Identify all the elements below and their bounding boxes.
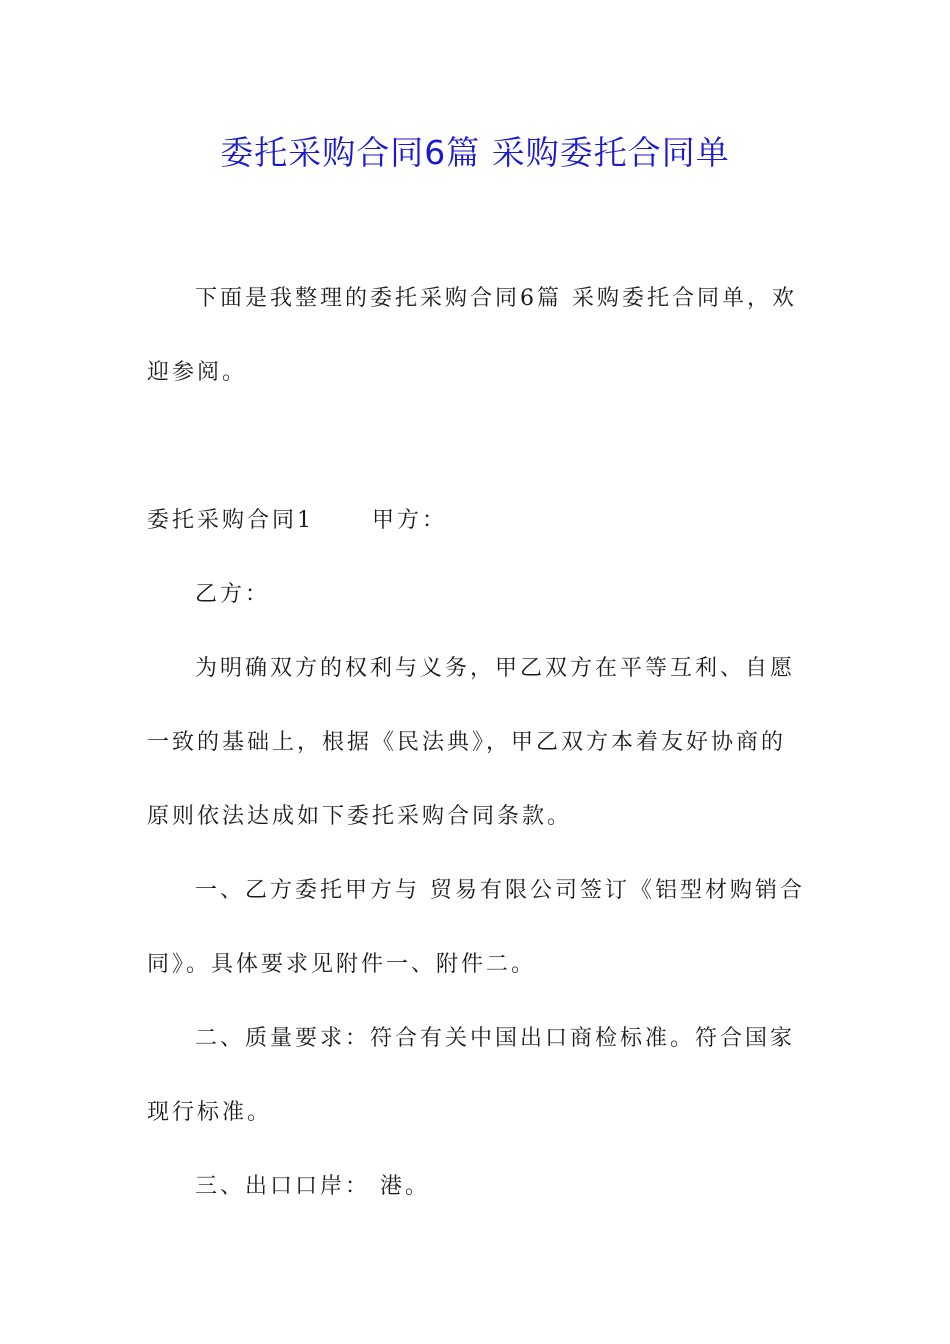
clause-2: 二、质量要求：符合有关中国出口商检标准。符合国家现行标准。 bbox=[147, 1026, 796, 1125]
section-heading-line bbox=[147, 484, 807, 558]
document-body bbox=[147, 262, 807, 1224]
purpose-paragraph: 为明确双方的权利与义务，甲乙双方在平等互利、自愿一致的基础上，根据《民法典》，甲乙双方本着友好协商的原则依法达成如下委托采购合同条款。 bbox=[147, 656, 796, 829]
clause-3: 三、出口口岸： 港。 bbox=[195, 1174, 430, 1199]
intro-paragraph: 下面是我整理的委托采购合同6篇 采购委托合同单，欢迎参阅。 bbox=[147, 286, 797, 385]
section-spacer bbox=[147, 410, 807, 484]
document-title: 委托采购合同6篇 采购委托合同单 bbox=[220, 133, 730, 172]
party-b-label: 乙方： bbox=[195, 582, 271, 607]
section-heading: 委托采购合同1 bbox=[147, 508, 314, 533]
clause-1: 一、乙方委托甲方与 贸易有限公司签订《铝型材购销合同》。具体要求见附件一、附件二。 bbox=[147, 878, 805, 977]
party-a-label: 甲方： bbox=[372, 508, 448, 533]
